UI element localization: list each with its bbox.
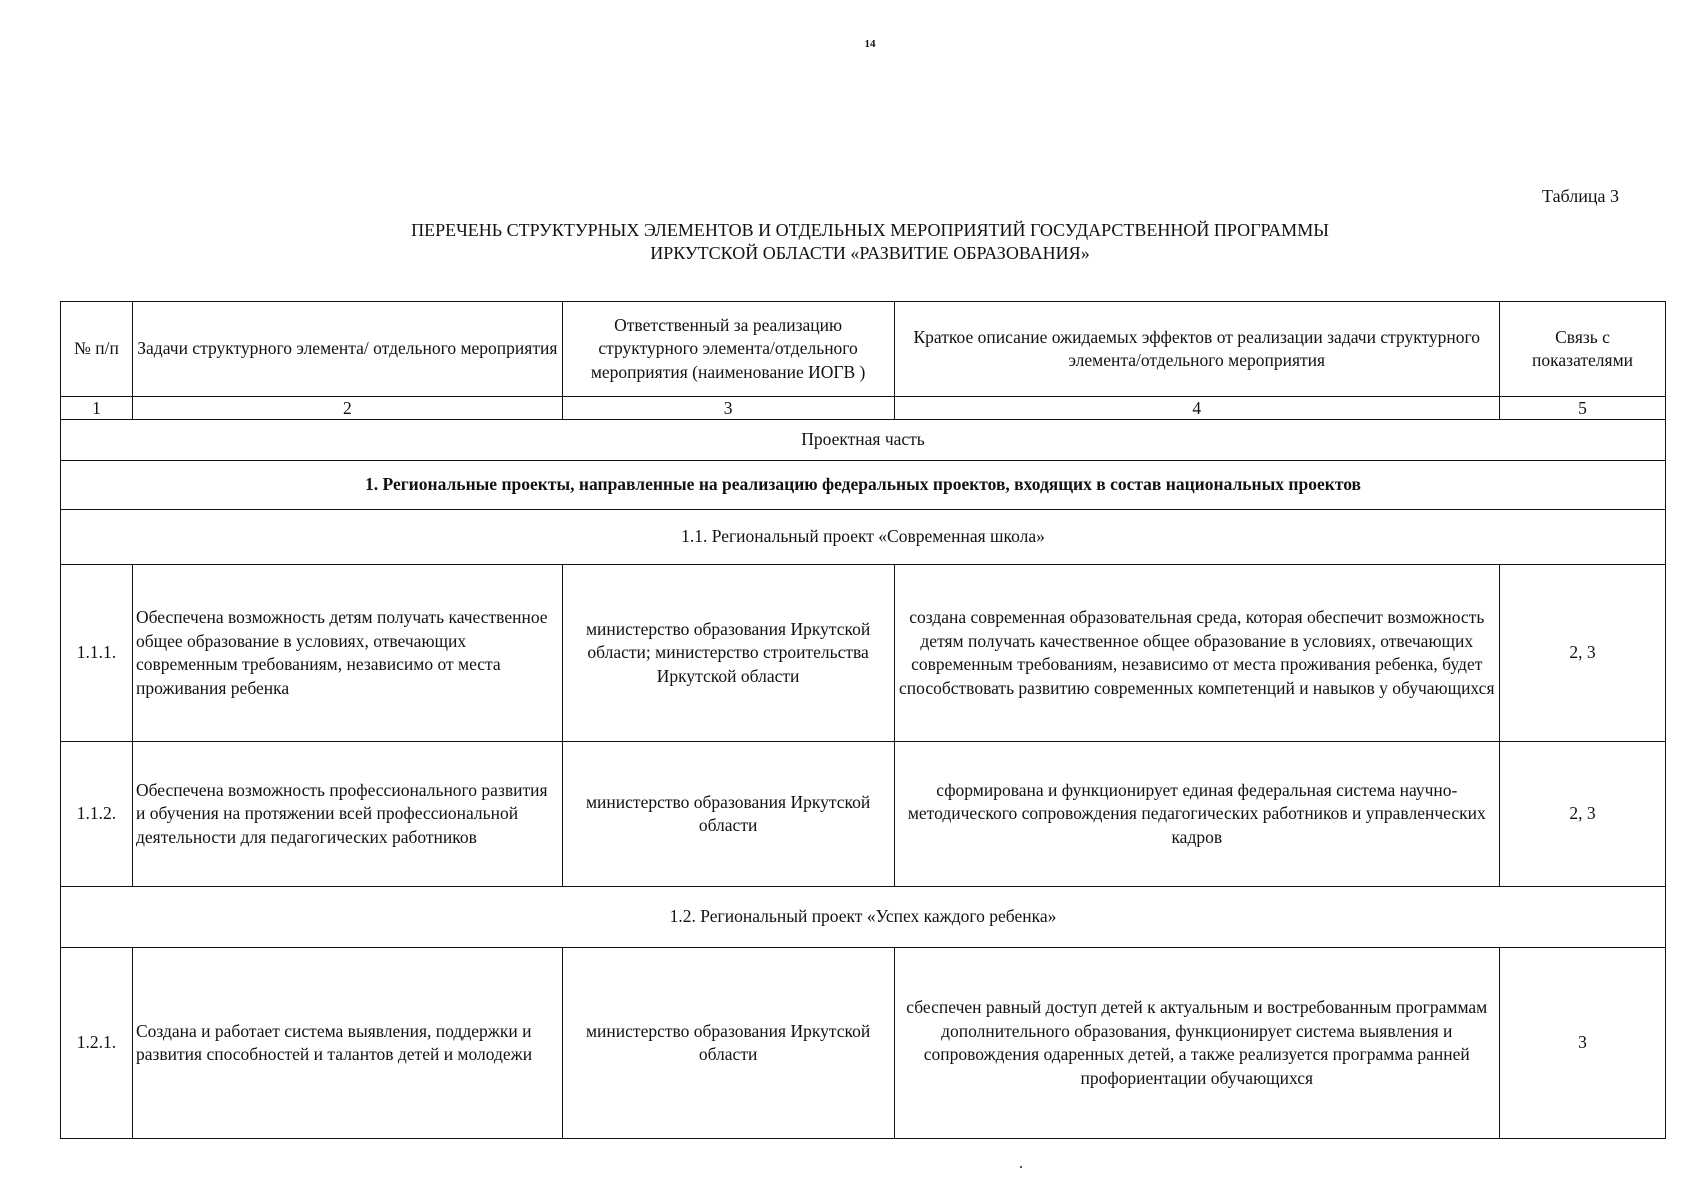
document-title bbox=[0, 219, 1697, 265]
row-task: Обеспечена возможность детям получать качественное общее образование в условиях, отвечающих современным требованиям, независимо от места проживания ребенка bbox=[132, 565, 562, 742]
page-number: 14 bbox=[864, 38, 876, 50]
row-indicators: 2, 3 bbox=[1500, 742, 1666, 887]
subsection-row bbox=[61, 510, 1666, 565]
section-row bbox=[61, 420, 1666, 461]
row-responsible: министерство образования Иркутской области; министерство строительства Иркутской области bbox=[562, 565, 894, 742]
section-project-part: Проектная часть bbox=[61, 420, 1666, 461]
section-regional-projects: 1. Региональные проекты, направленные на реализацию федеральных проектов, входящих в состав национальных проектов bbox=[61, 461, 1666, 510]
table-header-row bbox=[61, 302, 1666, 397]
table-row bbox=[61, 565, 1666, 742]
row-responsible: министерство образования Иркутской области bbox=[562, 948, 894, 1139]
header-number: № п/п bbox=[61, 302, 133, 397]
document-title-line-1: ПЕРЕЧЕНЬ СТРУКТУРНЫХ ЭЛЕМЕНТОВ И ОТДЕЛЬНЫХ МЕРОПРИЯТИЙ ГОСУДАРСТВЕННОЙ ПРОГРАММЫ bbox=[411, 220, 1329, 240]
column-number: 4 bbox=[894, 397, 1500, 420]
row-indicators: 3 bbox=[1500, 948, 1666, 1139]
column-numbers-row bbox=[61, 397, 1666, 420]
table-label: Таблица 3 bbox=[1542, 186, 1619, 206]
program-elements-table bbox=[60, 301, 1666, 1139]
row-effects: создана современная образовательная среда, которая обеспечит возможность детям получать качественное общее образование в условиях, отвечающих современным требованиям, независимо от места проживания ребенка, будет способствовать развитию современных компетенций и навыков у обучающихся bbox=[894, 565, 1500, 742]
table-row bbox=[61, 948, 1666, 1139]
scan-speck bbox=[1020, 1166, 1022, 1168]
row-number: 1.1.2. bbox=[61, 742, 133, 887]
row-effects: сформирована и функционирует единая федеральная система научно-методического сопровождения педагогических работников и управленческих кадров bbox=[894, 742, 1500, 887]
subsection-modern-school: 1.1. Региональный проект «Современная школа» bbox=[61, 510, 1666, 565]
column-number: 1 bbox=[61, 397, 133, 420]
subsection-row bbox=[61, 887, 1666, 948]
column-number: 3 bbox=[562, 397, 894, 420]
row-number: 1.2.1. bbox=[61, 948, 133, 1139]
subsection-every-child-success: 1.2. Региональный проект «Успех каждого ребенка» bbox=[61, 887, 1666, 948]
row-effects: сбеспечен равный доступ детей к актуальным и востребованным программам дополнительного образования, функционирует система выявления и сопровождения одаренных детей, а также реализуется программа ранней профориентации обучающихся bbox=[894, 948, 1500, 1139]
header-task: Задачи структурного элемента/ отдельного мероприятия bbox=[132, 302, 562, 397]
header-effects: Краткое описание ожидаемых эффектов от реализации задачи структурного элемента/отдельного мероприятия bbox=[894, 302, 1500, 397]
section-row bbox=[61, 461, 1666, 510]
header-responsible: Ответственный за реализацию структурного элемента/отдельного мероприятия (наименование ИОГВ ) bbox=[562, 302, 894, 397]
row-indicators: 2, 3 bbox=[1500, 565, 1666, 742]
table-row bbox=[61, 742, 1666, 887]
row-task: Обеспечена возможность профессионального развития и обучения на протяжении всей профессиональной деятельности для педагогических работников bbox=[132, 742, 562, 887]
header-indicators: Связь с показателями bbox=[1500, 302, 1666, 397]
row-responsible: министерство образования Иркутской области bbox=[562, 742, 894, 887]
document-title-line-2: ИРКУТСКОЙ ОБЛАСТИ «РАЗВИТИЕ ОБРАЗОВАНИЯ» bbox=[650, 243, 1090, 263]
row-number: 1.1.1. bbox=[61, 565, 133, 742]
column-number: 2 bbox=[132, 397, 562, 420]
row-task: Создана и работает система выявления, поддержки и развития способностей и талантов детей и молодежи bbox=[132, 948, 562, 1139]
column-number: 5 bbox=[1500, 397, 1666, 420]
